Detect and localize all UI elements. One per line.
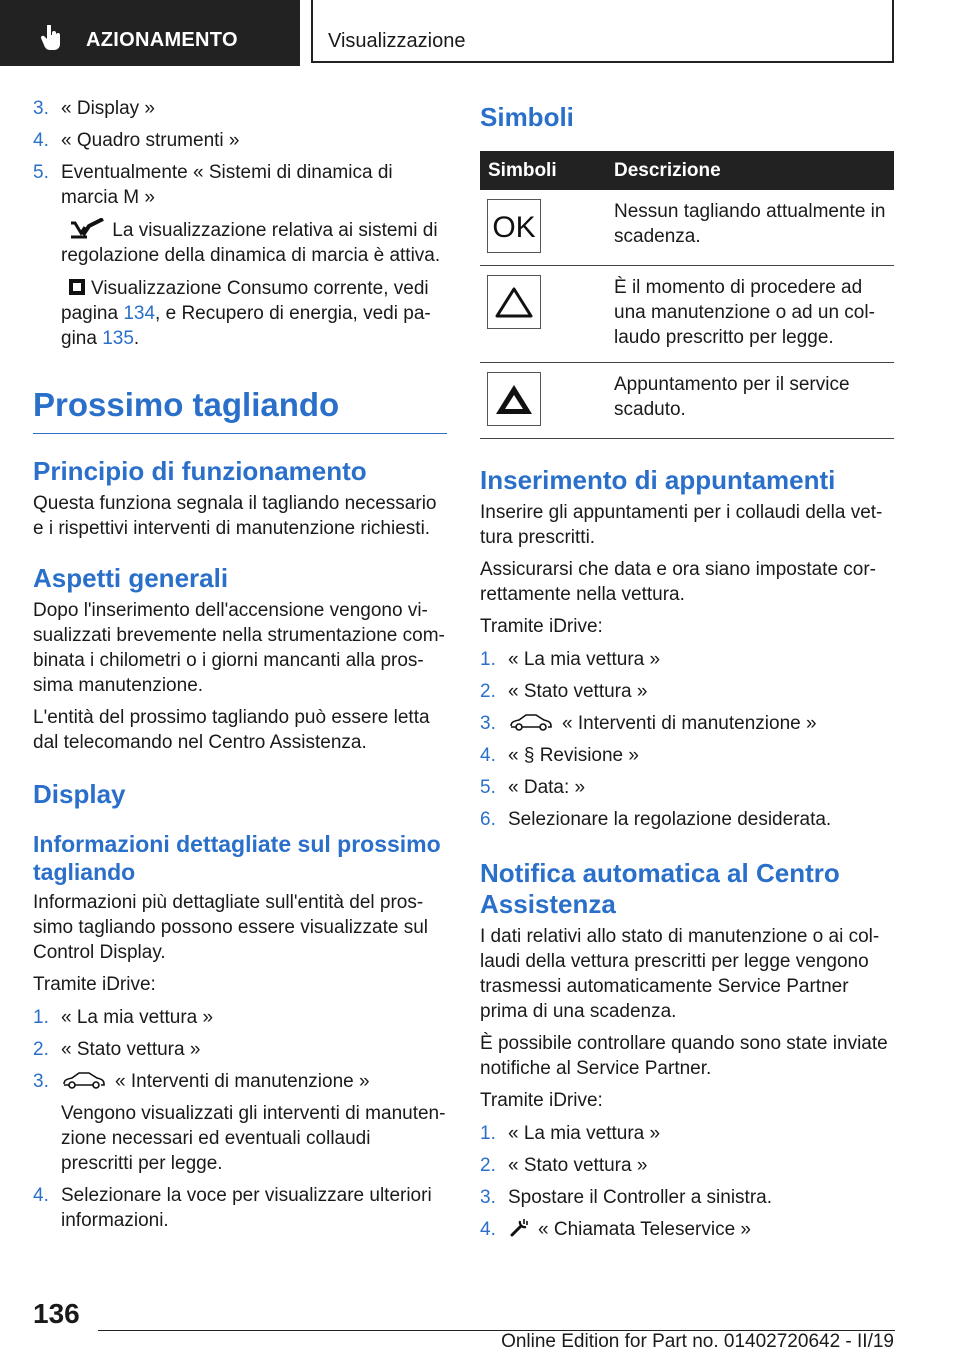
consumo-note: Visualizzazione Consumo corrente, vedi pagina 134, e Recupero di energia, vedi pa-gina 135.: [61, 278, 431, 349]
display-steps: [33, 96, 447, 210]
list-item: 1. « La mia vettura »: [480, 1123, 661, 1144]
list-item: 3. « Interventi di manutenzione »: [480, 713, 817, 734]
section-title: Notifica automatica al Centro Assistenza: [480, 858, 840, 919]
paragraph: Informazioni più dettagliate sull'entità del pros-simo tagliando possono essere visualizzate sul Control Display.: [33, 892, 428, 963]
subsection-title: Informazioni dettagliate sul prossimo tagliando: [33, 831, 441, 885]
paragraph: L'entità del prossimo tagliando può essere letta dal telecomando nel Centro Assistenza.: [33, 707, 430, 753]
list-item: 5. Eventualmente « Sistemi di dinamica di marcia M »: [33, 162, 393, 208]
list-item: 3. Spostare il Controller a sinistra.: [480, 1187, 772, 1208]
page-link-135[interactable]: 135: [102, 328, 134, 349]
left-column: [33, 96, 447, 1240]
list-item: 4. « Quadro strumenti »: [33, 130, 240, 151]
idrive-steps: [33, 1005, 447, 1233]
paragraph: Inserire gli appuntamenti per i collaudi della vet-tura prescritti.: [480, 502, 883, 548]
right-column: [480, 96, 894, 1249]
section-title: Inserimento di appuntamenti: [480, 465, 836, 495]
hand-pointer-icon: [40, 25, 64, 51]
section-title: Aspetti generali: [33, 563, 229, 593]
list-item: 3. « Interventi di manutenzione » Vengono visualizzati gli interventi di manuten-zione necessari ed eventuali collaudi prescritti per legge.: [33, 1071, 446, 1174]
paragraph: Tramite iDrive:: [480, 1090, 603, 1111]
dyn-note: La visualizzazione relativa ai sistemi di regolazione della dinamica di marcia è attiva.: [33, 218, 447, 268]
page-link-134[interactable]: 134: [123, 303, 156, 324]
car-icon: [508, 712, 554, 732]
appointment-steps: [480, 647, 894, 832]
section-title: Principio di funzionamento: [33, 456, 367, 486]
list-item: 4. « § Revisione »: [480, 745, 639, 766]
dynamic-check-icon: [69, 218, 105, 240]
page-title-box: [311, 0, 894, 63]
edition-text: Online Edition for Part no. 01402720642 - II/19: [501, 1331, 894, 1352]
section-tab: [0, 0, 300, 66]
section-label: AZIONAMENTO: [86, 29, 238, 51]
list-item: 3. « Display »: [33, 98, 155, 119]
section-title: Display: [33, 779, 126, 809]
svg-text:OK: OK: [492, 211, 536, 243]
paragraph: I dati relativi allo stato di manutenzione o ai col-laudi della vettura prescritti per legge vengono trasmessi automaticamente Service Partner prima di una scadenza.: [480, 926, 880, 1022]
step-note: Vengono visualizzati gli interventi di manuten-zione necessari ed eventuali collaudi prescritti per legge.: [61, 1103, 446, 1174]
paragraph: Questa funziona segnala il tagliando necessario e i rispettivi interventi di manutenzione richiesti.: [33, 493, 437, 539]
symbols-table: [480, 151, 894, 439]
list-item: 5. « Data: »: [480, 777, 586, 798]
paragraph: Tramite iDrive:: [480, 616, 603, 637]
paragraph: Tramite iDrive:: [33, 974, 156, 995]
warning-triangle-icon: [487, 275, 541, 329]
warning-triangle-filled-icon: [487, 372, 541, 426]
table-header: Simboli: [480, 151, 606, 190]
table-header: Descrizione: [606, 151, 894, 190]
main-title: Prossimo tagliando: [33, 385, 447, 434]
ok-icon: [487, 199, 541, 253]
car-icon: [61, 1070, 107, 1090]
teleservice-steps: [480, 1121, 894, 1242]
page-number: 136: [33, 1298, 80, 1329]
list-item: 1. « La mia vettura »: [480, 649, 661, 670]
list-item: 2. « Stato vettura »: [480, 681, 648, 702]
paragraph: È possibile controllare quando sono state inviate notifiche al Service Partner.: [480, 1033, 888, 1079]
list-item: 4. « Chiamata Teleservice »: [480, 1219, 751, 1240]
symbols-title: Simboli: [480, 102, 574, 132]
table-row: OK Nessun tagliando attualmente in scadenza.: [480, 190, 894, 266]
list-item: 1. « La mia vettura »: [33, 1007, 214, 1028]
page-title: Visualizzazione: [328, 30, 466, 52]
table-row: È il momento di procedere ad una manutenzione o ad un col-laudo prescritto per legge.: [480, 266, 894, 363]
list-item: 6. Selezionare la regolazione desiderata.: [480, 809, 832, 830]
list-item: 2. « Stato vettura »: [33, 1039, 201, 1060]
wrench-icon: [508, 1217, 530, 1239]
paragraph: Assicurarsi che data e ora siano impostate cor-rettamente nella vettura.: [480, 559, 877, 605]
table-row: Appuntamento per il service scaduto.: [480, 363, 894, 439]
square-icon: [69, 279, 85, 295]
list-item: 4. Selezionare la voce per visualizzare ulteriori informazioni.: [33, 1185, 432, 1231]
list-item: 2. « Stato vettura »: [480, 1155, 648, 1176]
paragraph: Dopo l'inserimento dell'accensione vengono vi-sualizzati brevemente nella strumentazione com-binata i chilometri o i giorni mancanti alla pros-sima manutenzione.: [33, 600, 445, 696]
